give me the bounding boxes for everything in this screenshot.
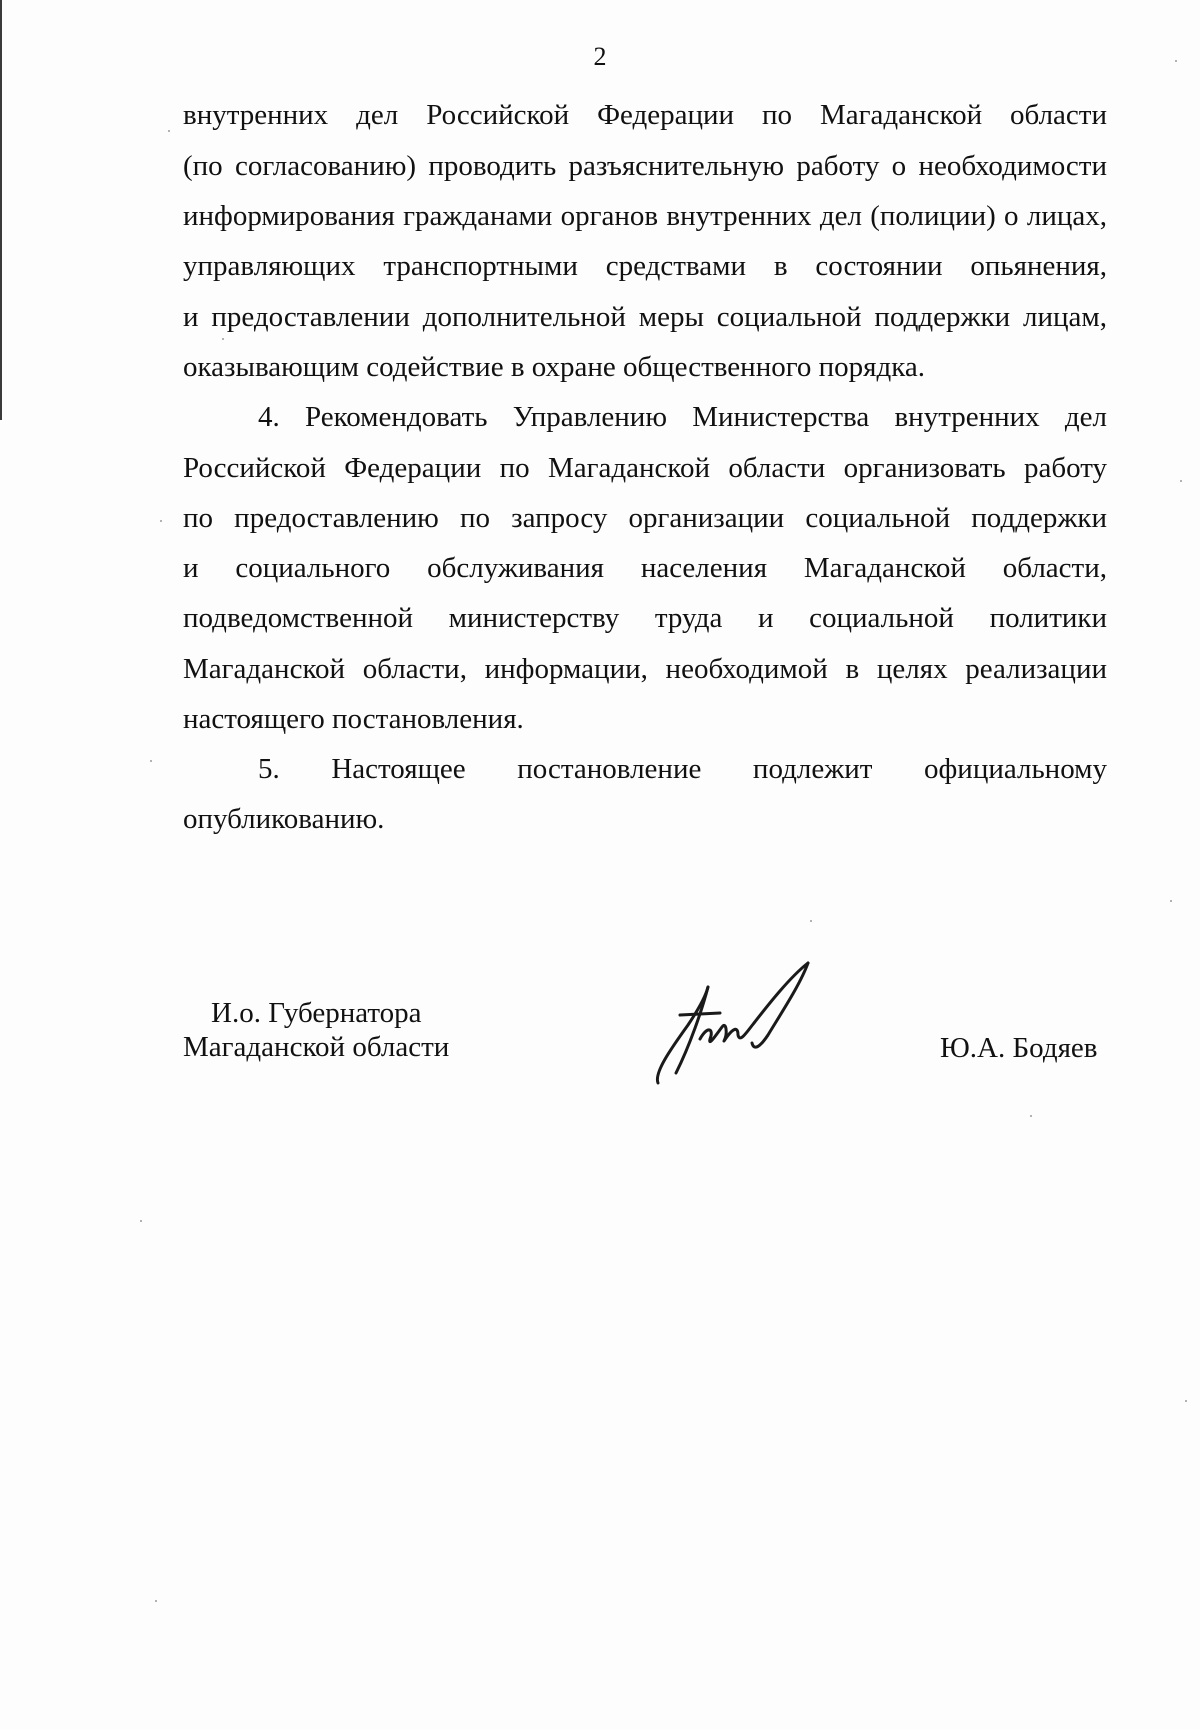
body-line: и социального обслуживания населения Магаданской области,	[183, 552, 1107, 584]
scan-speck	[810, 920, 812, 922]
body-line: Магаданской области, информации, необходимой в целях реализации	[183, 653, 1107, 685]
body-line: подведомственной министерству труда и социальной политики	[183, 602, 1107, 634]
scan-speck	[1175, 60, 1177, 62]
signatory-position	[183, 996, 449, 1064]
body-line: Российской Федерации по Магаданской области организовать работу	[183, 452, 1107, 484]
body-line: 4. Рекомендовать Управлению Министерства внутренних дел	[258, 401, 1107, 433]
body-line: по предоставлению по запросу организации социальной поддержки	[183, 502, 1107, 534]
body-line: (по согласованию) проводить разъяснительную работу о необходимости	[183, 150, 1107, 182]
body-line: оказывающим содействие в охране общественного порядка.	[183, 351, 926, 383]
body-line: управляющих транспортными средствами в состоянии опьянения,	[183, 250, 1107, 282]
handwritten-signature	[650, 955, 850, 1095]
scan-speck	[1180, 480, 1182, 482]
scan-speck	[168, 130, 170, 132]
scan-speck	[160, 520, 162, 522]
body-line: опубликованию.	[183, 803, 385, 835]
body-line: 5. Настоящее постановление подлежит официальному	[258, 753, 1107, 785]
signatory-position-line2: Магаданской области	[183, 1031, 450, 1063]
scan-speck	[1170, 900, 1172, 902]
body-line: внутренних дел Российской Федерации по Магаданской области	[183, 99, 1107, 131]
scan-speck	[155, 1600, 157, 1602]
scan-speck	[1185, 1400, 1187, 1402]
body-line: настоящего постановления.	[183, 703, 524, 735]
scan-speck	[140, 1220, 142, 1222]
signatory-name: Ю.А. Бодяев	[940, 1032, 1098, 1064]
scan-speck	[150, 760, 152, 762]
page-number: 2	[593, 42, 607, 71]
scan-speck	[222, 338, 224, 340]
body-line: и предоставлении дополнительной меры социальной поддержки лицам,	[183, 301, 1107, 333]
scan-speck	[1030, 1115, 1032, 1117]
body-line: информирования гражданами органов внутренних дел (полиции) о лицах,	[183, 200, 1107, 232]
signatory-position-line1: И.о. Губернатора	[211, 997, 422, 1029]
